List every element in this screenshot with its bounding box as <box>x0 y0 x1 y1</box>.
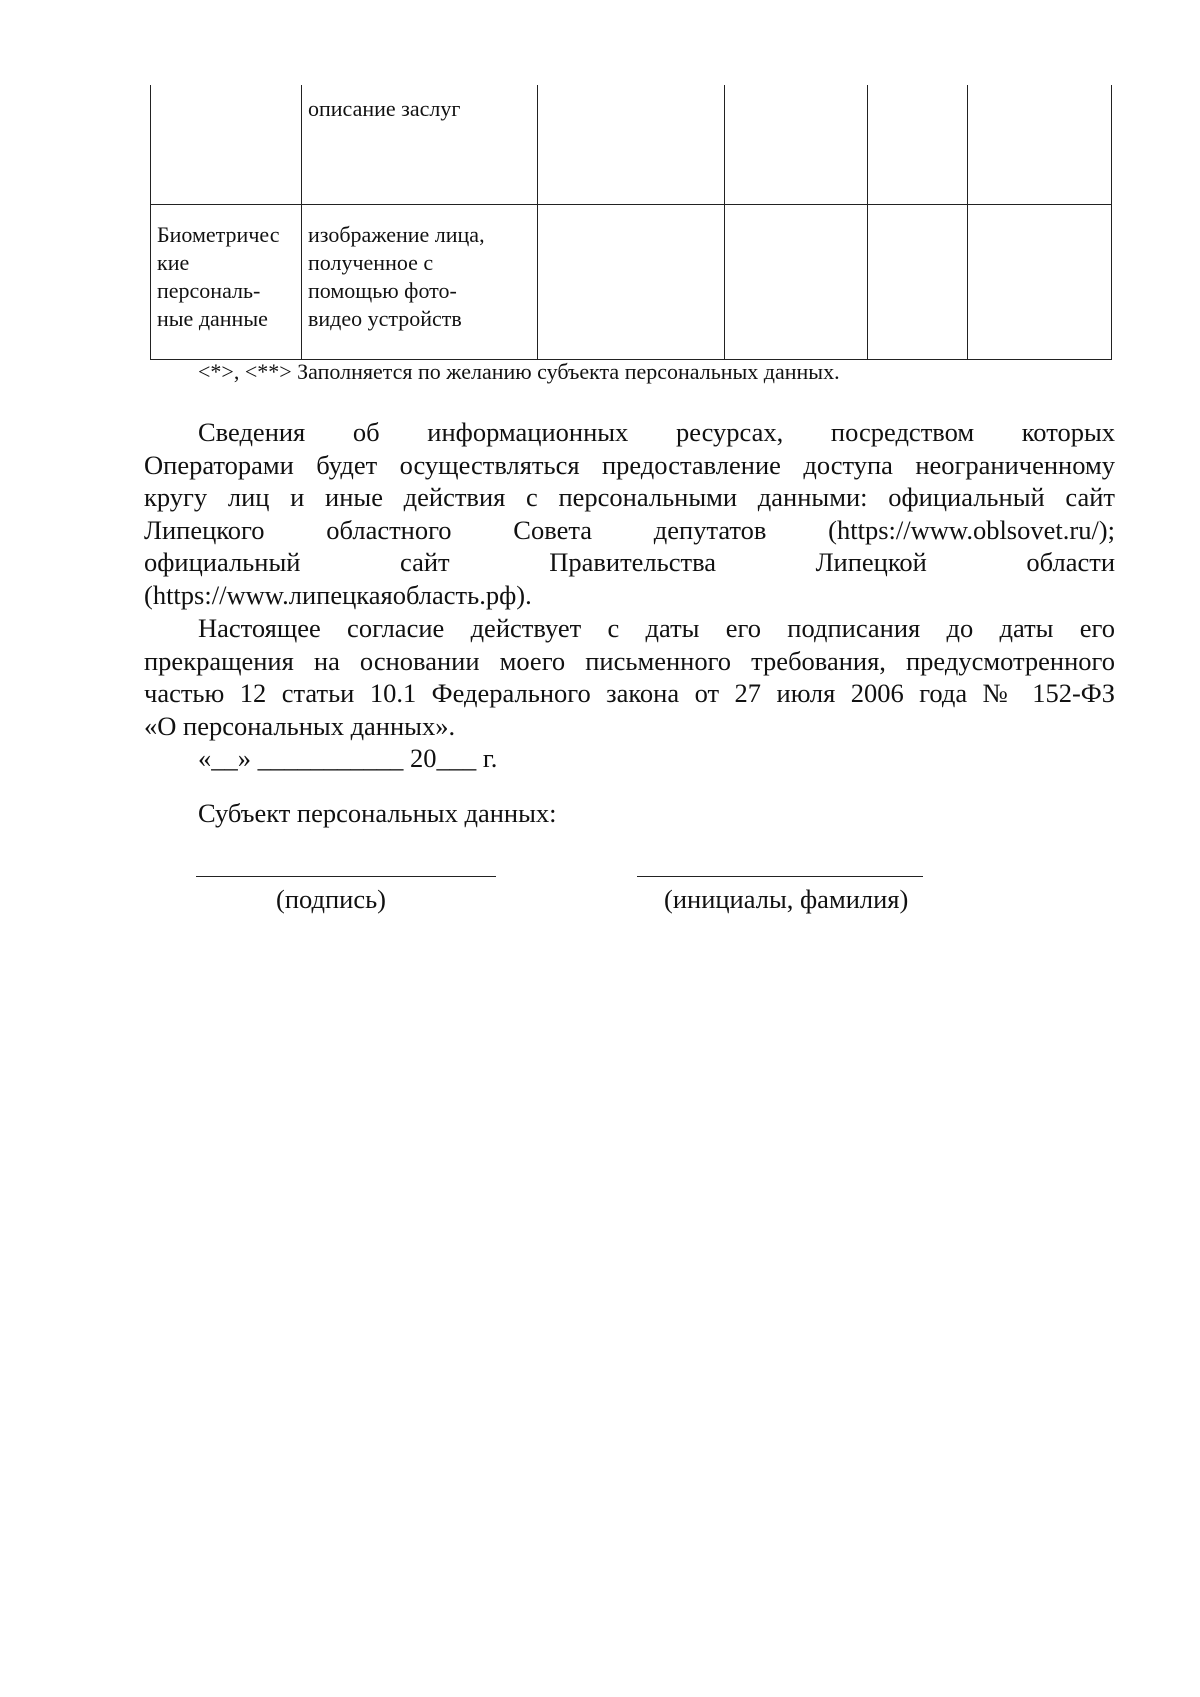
signature-line <box>196 876 496 877</box>
table-cell <box>968 204 1112 359</box>
information-resources-paragraph <box>144 416 1115 612</box>
table-cell <box>538 204 725 359</box>
table-cell <box>868 85 968 204</box>
personal-data-table <box>150 85 1112 360</box>
table-cell <box>725 204 868 359</box>
paragraph-line: Сведения об информационных ресурсах, посредством которых <box>198 417 1115 447</box>
table-cell <box>868 204 968 359</box>
consent-validity-paragraph <box>144 612 1115 742</box>
paragraph-line: (https://www.липецкаяобласть.рф). <box>144 579 532 610</box>
paragraph-line: прекращения на основании моего письменного требования, предусмотренного <box>144 645 1115 676</box>
table-footnote: <*>, <**> Заполняется по желанию субъекта персональных данных. <box>198 359 840 384</box>
table-cell: изображение лица, полученное с помощью фото- видео устройств <box>302 204 538 359</box>
table-cell: Биометричес кие персональ- ные данные <box>151 204 302 359</box>
name-caption: (инициалы, фамилия) <box>664 884 909 914</box>
paragraph-line: Настоящее согласие действует с даты его подписания до даты его <box>198 613 1115 643</box>
paragraph-line: официальный сайт Правительства Липецкой области <box>144 547 1115 578</box>
signature-caption: (подпись) <box>276 884 387 914</box>
paragraph-line: частью 12 статьи 10.1 Федерального закона от 27 июля 2006 года № 152-ФЗ <box>144 678 1115 709</box>
table-row <box>151 85 1112 204</box>
date-field: «__» ___________ 20___ г. <box>198 743 498 773</box>
paragraph-line: Операторами будет осуществляться предоставление доступа неограниченному <box>144 449 1115 480</box>
table-cell <box>725 85 868 204</box>
table-row <box>151 204 1112 359</box>
paragraph-line: кругу лиц и иные действия с персональными данными: официальный сайт <box>144 482 1115 513</box>
table-cell <box>151 85 302 204</box>
table-cell: описание заслуг <box>302 85 538 204</box>
paragraph-line: Липецкого областного Совета депутатов (https://www.oblsovet.ru/); <box>144 514 1115 545</box>
subject-label: Субъект персональных данных: <box>198 798 557 828</box>
paragraph-line: «О персональных данных». <box>144 710 456 741</box>
table-cell <box>968 85 1112 204</box>
name-line <box>637 876 923 877</box>
table-cell <box>538 85 725 204</box>
